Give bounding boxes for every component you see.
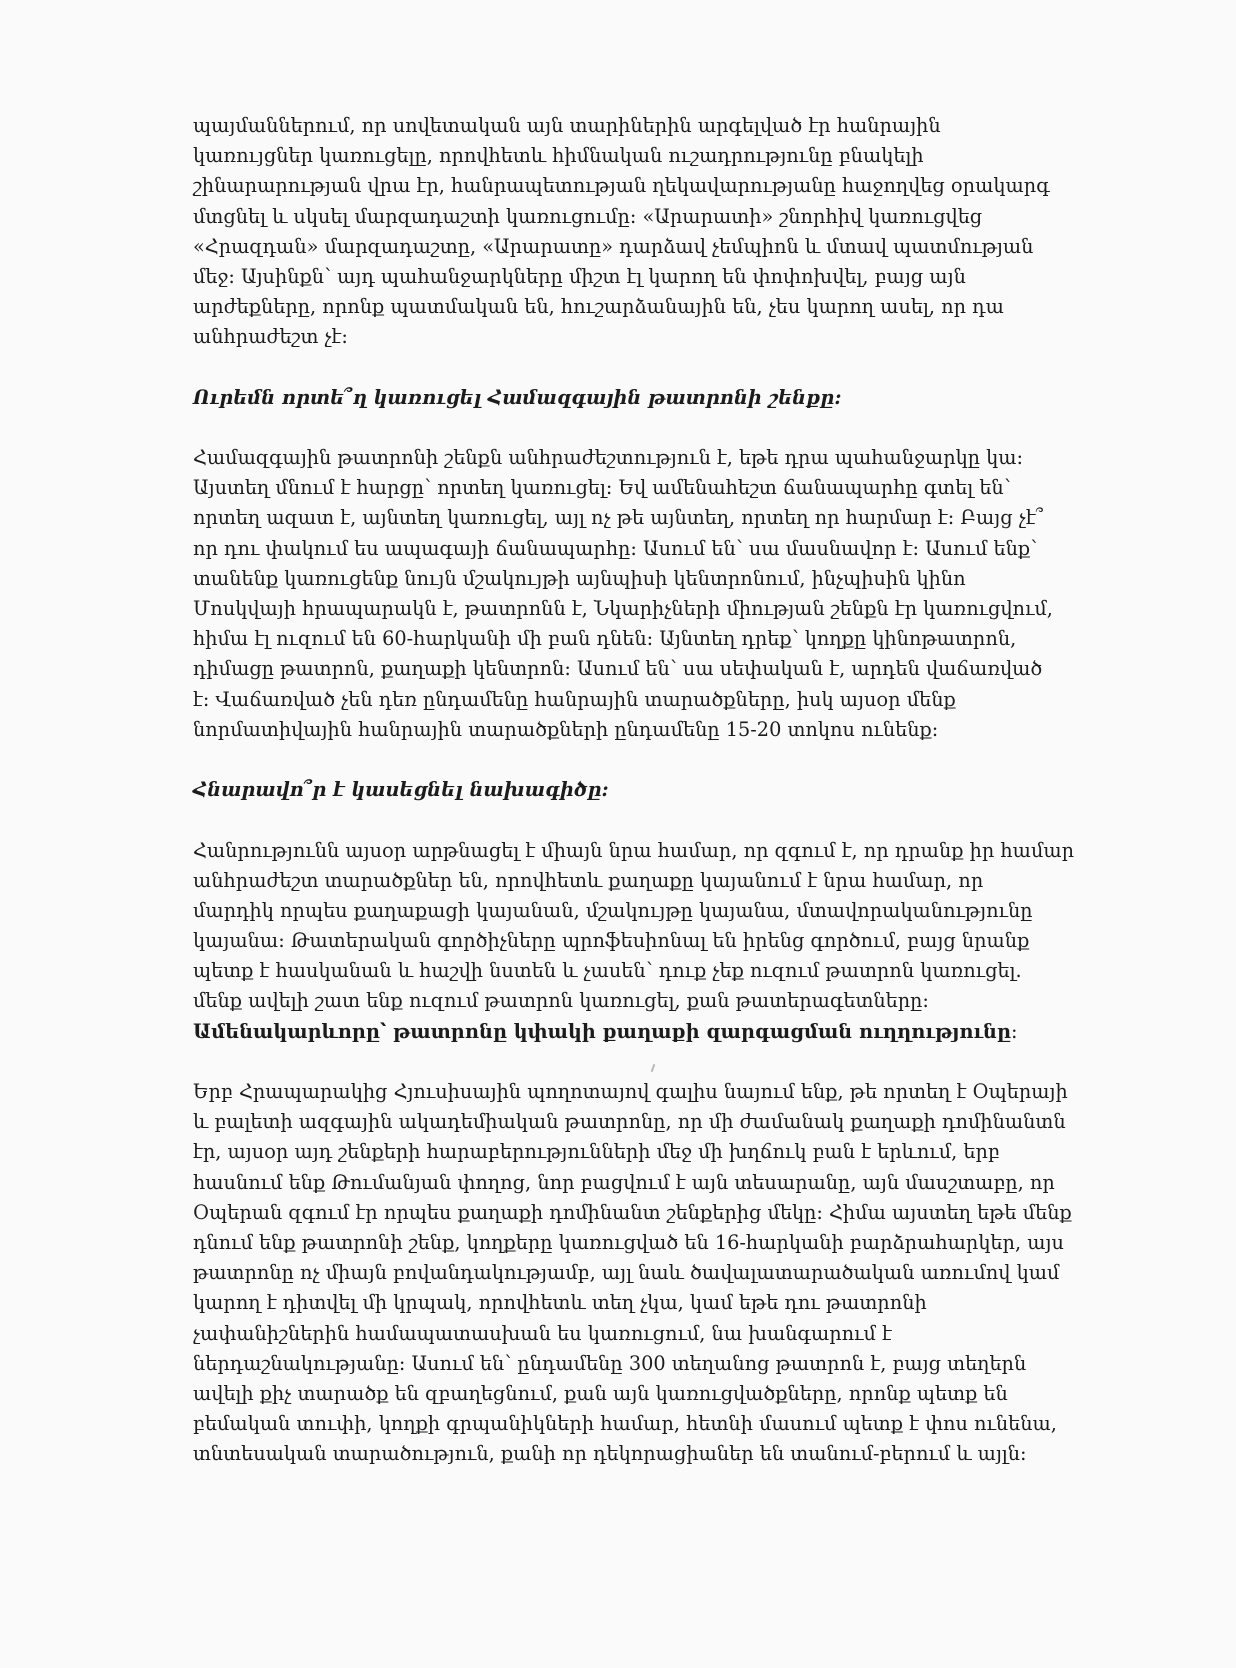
text-line: Մոսկվայի հրապարակն է, թատրոնն է, Նկարիչների միության շենքն էր կառուցվում,	[193, 597, 1053, 620]
text-line: անհրաժեշտ չէ:	[193, 325, 348, 349]
text-line: շինարարության վրա էր, հանրապետության ղեկավարությանը հաջողվեց օրակարգ	[193, 174, 1050, 198]
text-line: չափանիշներին համապատասխան ես կառուցում, նա խանգարում է	[193, 1321, 892, 1345]
text-line: դնում ենք թատրոնի շենք, կողքերը կառուցված են 16-հարկանի բարձրահարկեր, այս	[193, 1230, 1064, 1254]
text-line: նորմատիվային հանրային տարածքների ընդամենը 15-20 տոկոս ունենք:	[193, 717, 939, 741]
bold-statement-line	[193, 1017, 1093, 1047]
text-line: մարդիկ որպես քաղաքացի կայանան, մշակույթը կայանա, մտավորականությունը	[193, 898, 1033, 922]
section-heading-1	[193, 383, 1093, 413]
text-line: որտեղ ազատ է, այնտեղ կառուցել, այլ ոչ թե այնտեղ, որտեղ որ հարմար է: Բայց չէ՞	[193, 506, 1044, 530]
paragraph-2	[193, 443, 1093, 745]
paragraph-spacer	[193, 805, 1093, 835]
text-line: պետք է հասկանան և հաշվի նստեն և չասեն՝ դուք չեք ուզում թատրոն կառուցել.	[193, 959, 1022, 983]
text-line: տանենք կառուցենք նույն մշակույթի այնպիսի կենտրոնում, ինչպիսին կինո	[193, 566, 966, 590]
text-line: դիմացը թատրոն, քաղաքի կենտրոն: Ասում են՝ սա սեփական է, արդեն վաճառված	[193, 657, 1043, 681]
text-line: «Հրազդան» մարզադաշտը, «Արարատը» դարձավ չեմպիոն և մտավ պատմության	[193, 234, 1034, 258]
text-line: թատրոնը ոչ միայն բովանդակությամբ, այլ նաև ծավալատարածական առումով կամ	[193, 1261, 1060, 1285]
text-line: է: Վաճառված չեն դեռ ընդամենը հանրային տարածքները, իսկ այսօր մենք	[193, 687, 956, 711]
text-line: ավելի քիչ տարածք են զբաղեցնում, քան այն կառուցվածքները, որոնք պետք են	[193, 1381, 1008, 1405]
text-line: մենք ավելի շատ ենք ուզում թատրոն կառուցել, քան թատերագետները:	[193, 989, 929, 1013]
text-line: տնտեսական տարածություն, քանի որ դեկորացիաներ են տանում-բերում և այլն:	[193, 1442, 1027, 1466]
section-heading-2	[193, 775, 1093, 805]
text-line: Օպերան զգում էր որպես քաղաքի դոմինանտ շենքերից մեկը: Հիմա այստեղ եթե մենք	[193, 1200, 1072, 1224]
paragraph-1	[193, 111, 1093, 353]
text-line: ներդաշնակությանը: Ասում են՝ ընդամենը 300 տեղանոց թատրոն է, բայց տեղերն	[193, 1351, 1027, 1375]
text-line: արժեքները, որոնք պատմական են, հուշարձանային են, չես կարող ասել, որ դա	[193, 295, 1004, 319]
bold-statement-suffix: :	[1011, 1019, 1018, 1043]
paragraph-spacer	[193, 353, 1093, 383]
text-line: էր, այսօր այդ շենքերի հարաբերությունների մեջ մի խղճուկ բան է երևում, երբ	[193, 1140, 1000, 1164]
text-line: կարող է դիտվել մի կրպակ, որովհետև տեղ չկա, կամ եթե դու թատրոնի	[193, 1291, 927, 1315]
paragraph-spacer	[193, 413, 1093, 443]
text-line: մտցնել և սկսել մարզադաշտի կառուցումը: «Արարատի» շնորհիվ կառուցվեց	[193, 204, 983, 228]
text-line: մեջ: Այսինքն՝ այդ պահանջարկները միշտ էլ կարող են փոփոխվել, բայց այն	[193, 264, 966, 288]
text-line: Այստեղ մնում է հարցը՝ որտեղ կառուցել: Եվ ամենահեշտ ճանապարհը գտել են՝	[193, 476, 1011, 500]
text-line: անհրաժեշտ տարածքներ են, որովհետև քաղաքը կայանում է նրա համար, որ	[193, 868, 984, 892]
text-line: պայմաններում, որ սովետական այն տարիներին արգելված էր հանրային	[193, 114, 941, 137]
text-line: Երբ Հրապարակից Հյուսիսային պողոտայով գալիս նայում ենք, թե որտեղ է Օպերայի	[193, 1080, 1068, 1103]
document-body	[193, 111, 1093, 1469]
text-line: Հանրությունն այսօր արթնացել է միայն նրա համար, որ զգում է, որ դրանք իր համար	[193, 838, 1075, 862]
text-line: որ դու փակում ես ապագայի ճանապարհը: Ասում են՝ սա մասնավոր է: Ասում ենք՝	[193, 536, 1038, 560]
text-line: բեմական տուփի, կողքի գրպանիկների համար, հետնի մասում պետք է փոս ունենա,	[193, 1412, 1057, 1436]
paragraph-spacer	[193, 1047, 1093, 1077]
bold-statement: Ամենակարևորը՝ թատրոնը կփակի քաղաքի զարգացման ուղղությունը	[193, 1019, 1012, 1043]
text-line: կայանա: Թատերական գործիչները պրոֆեսիոնալ են իրենց գործում, բայց նրանք	[193, 929, 1030, 953]
text-line: հիմա էլ ուզում են 60-հարկանի մի բան դնեն: Այնտեղ դրեք՝ կողքը կինոթատրոն,	[193, 627, 1017, 651]
text-line: հասնում ենք Թումանյան փողոց, նոր բացվում է այն տեսարանը, այն մասշտաբը, որ	[193, 1170, 1055, 1194]
text-line: և բալետի ազգային ակադեմիական թատրոնը, որ մի ժամանակ քաղաքի դոմինանտն	[193, 1110, 1066, 1134]
paragraph-4	[193, 1077, 1093, 1469]
paragraph-spacer	[193, 745, 1093, 775]
text-line: Համազգային թատրոնի շենքն անհրաժեշտություն է, եթե դրա պահանջարկը կա:	[193, 446, 1024, 470]
heading-text: Ուրեմն որտե՞ղ կառուցել Համազգային թատրոնի շենքը:	[193, 385, 842, 409]
text-line: կառույցներ կառուցելը, որովհետև հիմնական ուշադրությունը բնակելի	[193, 144, 924, 168]
heading-text: Հնարավո՞ր է կասեցնել նախագիծը:	[193, 778, 609, 802]
paragraph-3	[193, 836, 1093, 1047]
